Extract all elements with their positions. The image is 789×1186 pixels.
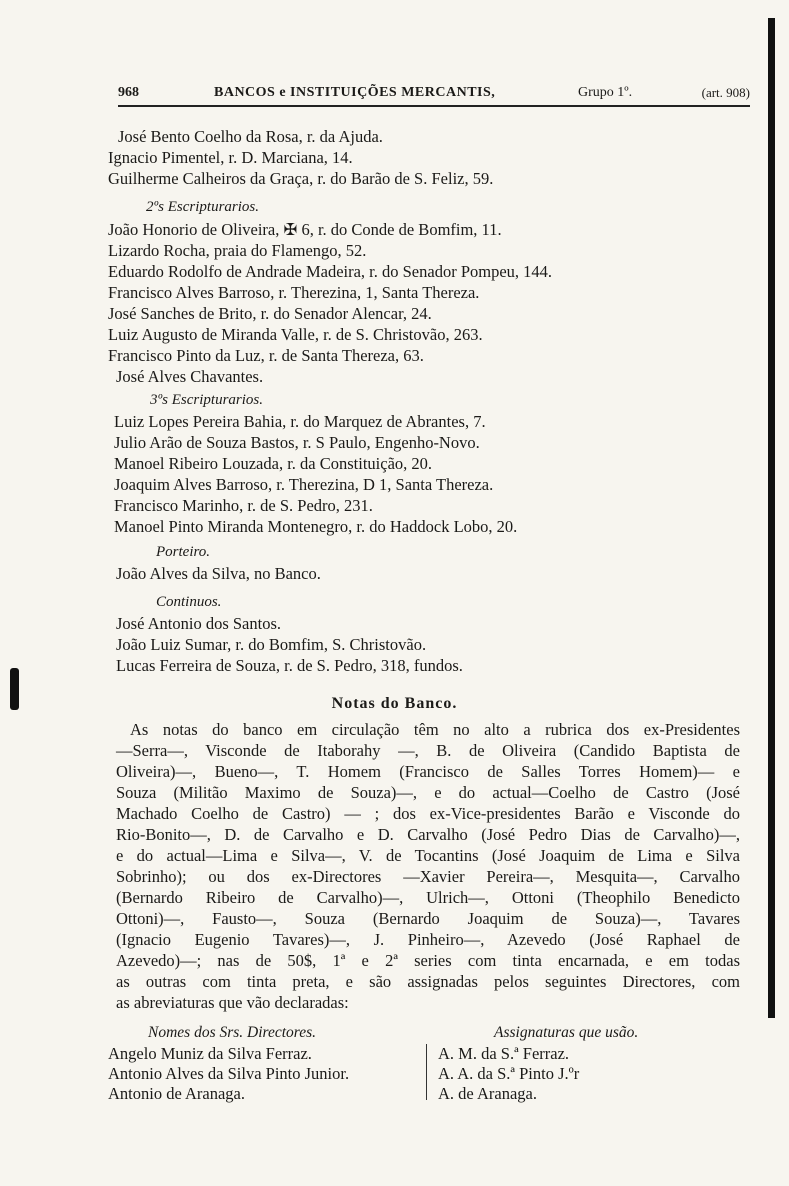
names-column-header: Nomes dos Srs. Directores. (148, 1024, 317, 1041)
paragraph-line: (Ignacio Eugenio Tavares)—, J. Pinheiro—, Azevedo (José Raphael de (116, 930, 740, 949)
paragraph-line: as outras com tinta preta, e são assignadas pelos seguintes Directores, com (116, 972, 740, 991)
list-item: José Alves Chavantes. (116, 367, 264, 386)
section-title-second-clerks: 2ºs Escripturarios. (146, 199, 259, 215)
paragraph-line: As notas do banco em circulação têm no alto a rubrica dos ex-Presidentes (130, 720, 740, 739)
binding-edge (768, 18, 775, 1018)
running-header (118, 83, 750, 107)
column-divider (426, 1044, 427, 1100)
abbrev-column-header: Assignaturas que usão. (494, 1024, 639, 1041)
paragraph-line: e do actual—Lima e Silva—, V. de Tocantins (José Joaquim de Lima e Silva (116, 846, 740, 865)
list-item: Joaquim Alves Barroso, r. Therezina, D 1, Santa Thereza. (114, 475, 494, 494)
list-item: Lizardo Rocha, praia do Flamengo, 52. (108, 241, 367, 260)
list-item: Francisco Marinho, r. de S. Pedro, 231. (114, 496, 373, 515)
page-number: 968 (118, 85, 139, 100)
director-name: Antonio Alves da Silva Pinto Junior. (108, 1064, 350, 1083)
director-abbrev: A. de Aranaga. (438, 1084, 537, 1103)
header-article: (art. 908) (701, 85, 750, 100)
notes-heading: Notas do Banco. (331, 695, 458, 712)
director-abbrev: A. M. da S.ª Ferraz. (438, 1044, 570, 1063)
list-item: João Luiz Sumar, r. do Bomfim, S. Christovão. (116, 635, 427, 654)
paragraph-line: Souza (Militão Maximo de Souza)—, e do actual—Coelho de Castro (José (116, 783, 740, 802)
list-item: Francisco Alves Barroso, r. Therezina, 1, Santa Thereza. (108, 283, 480, 302)
director-abbrev: A. A. da S.ª Pinto J.ºr (438, 1064, 580, 1083)
director-name: Antonio de Aranaga. (108, 1084, 246, 1103)
list-item: Luiz Lopes Pereira Bahia, r. do Marquez de Abrantes, 7. (114, 412, 486, 431)
list-item: Eduardo Rodolfo de Andrade Madeira, r. do Senador Pompeu, 144. (108, 262, 553, 281)
paragraph-line: Oliveira)—, Bueno—, T. Homem (Francisco de Salles Torres Homem)— e (116, 762, 740, 781)
list-item: Francisco Pinto da Luz, r. de Santa Thereza, 63. (108, 346, 424, 365)
section-title-porter: Porteiro. (156, 544, 211, 560)
header-title: BANCOS e INSTITUIÇÕES MERCANTIS, (214, 85, 496, 100)
header-group: Grupo 1º. (578, 85, 633, 100)
list-item: Guilherme Calheiros da Graça, r. do Barão de S. Feliz, 59. (108, 169, 494, 188)
section-title-messengers: Continuos. (156, 594, 222, 610)
section-title-third-clerks: 3ºs Escripturarios. (150, 392, 263, 408)
paragraph-line: as abreviaturas que vão declaradas: (116, 993, 349, 1012)
list-item: Manoel Ribeiro Louzada, r. da Constituição, 20. (114, 454, 433, 473)
list-item: João Honorio de Oliveira, ✠ 6, r. do Conde de Bomfim, 11. (108, 220, 502, 239)
paragraph-line: Sobrinho); ou dos ex-Directores —Xavier Pereira—, Mesquita—, Carvalho (116, 867, 740, 886)
paragraph-line: Azevedo)—; nas de 50$, 1ª e 2ª series com tinta encarnada, e em todas (116, 951, 740, 970)
paragraph-line: Machado Coelho de Castro) — ; dos ex-Vice-presidentes Barão e Visconde do (116, 804, 740, 823)
list-item: Ignacio Pimentel, r. D. Marciana, 14. (108, 148, 353, 167)
list-item: José Antonio dos Santos. (116, 614, 282, 633)
list-item: Lucas Ferreira de Souza, r. de S. Pedro, 318, fundos. (116, 656, 463, 675)
paragraph-line: (Bernardo Ribeiro de Carvalho)—, Ulrich—, Ottoni (Theophilo Benedicto (116, 888, 740, 907)
list-item: Manoel Pinto Miranda Montenegro, r. do Haddock Lobo, 20. (114, 517, 518, 536)
director-name: Angelo Muniz da Silva Ferraz. (108, 1044, 312, 1063)
list-item: João Alves da Silva, no Banco. (116, 564, 321, 583)
list-item: José Bento Coelho da Rosa, r. da Ajuda. (118, 127, 383, 146)
list-item: Luiz Augusto de Miranda Valle, r. de S. Christovão, 263. (108, 325, 483, 344)
list-item: Julio Arão de Souza Bastos, r. S Paulo, Engenho-Novo. (114, 433, 480, 452)
paragraph-line: Ottoni)—, Fausto—, Souza (Bernardo Joaquim de Souza)—, Tavares (116, 909, 740, 928)
list-item: José Sanches de Brito, r. do Senador Alencar, 24. (108, 304, 432, 323)
paragraph-line: —Serra—, Visconde de Itaborahy —, B. de Oliveira (Candido Baptista de (116, 741, 740, 760)
paragraph-line: Rio-Bonito—, D. de Carvalho e D. Carvalho (José Pedro Dias de Carvalho)—, (116, 825, 740, 844)
